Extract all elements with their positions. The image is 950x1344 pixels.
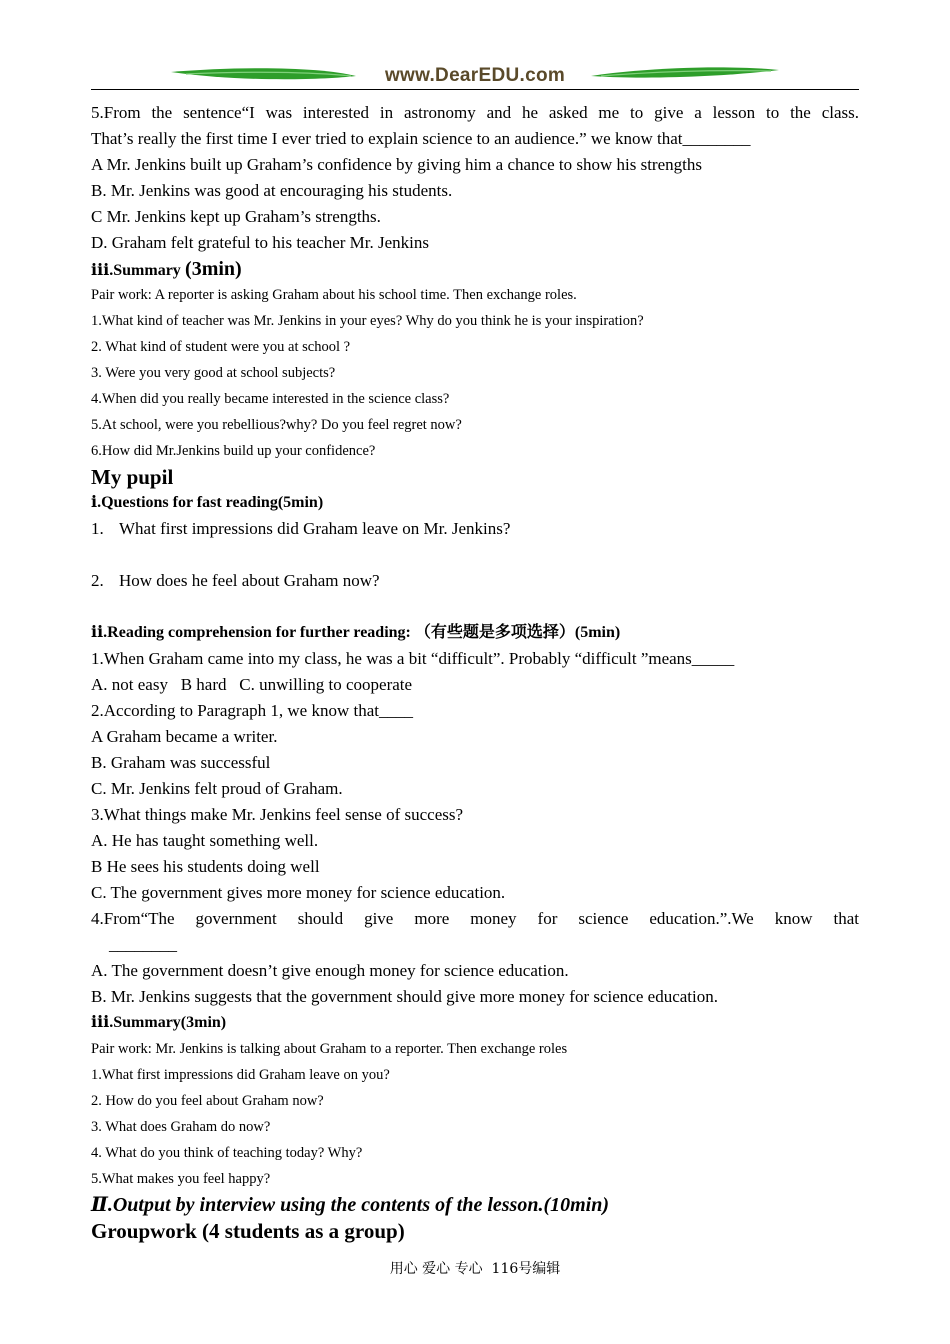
reading-question-4-option-b: B. Mr. Jenkins suggests that the government should give more money for science education. bbox=[91, 987, 718, 1006]
pair-question: 1.What kind of teacher was Mr. Jenkins in your eyes? Why do you think he is your inspiration? bbox=[91, 313, 644, 329]
pair-question: 2. What kind of student were you at school ? bbox=[91, 339, 351, 355]
pair-work-intro: Pair work: A reporter is asking Graham about his school time. Then exchange roles. bbox=[91, 287, 577, 303]
question-text: What first impressions did Graham leave on Mr. Jenkins? bbox=[119, 519, 511, 538]
pupil-pair-work-intro: Pair work: Mr. Jenkins is talking about Graham to a reporter. Then exchange roles bbox=[91, 1041, 568, 1057]
pair-question: 4.When did you really became interested in the science class? bbox=[91, 391, 450, 407]
reading-question-2-option-a: A Graham became a writer. bbox=[91, 727, 278, 746]
q5-option-a: A Mr. Jenkins built up Graham’s confidence by giving him a chance to show his strengths bbox=[91, 155, 702, 174]
question-number: 1. bbox=[91, 519, 104, 538]
pupil-pair-question: 4. What do you think of teaching today? Why? bbox=[91, 1145, 363, 1161]
pupil-pair-question: 5.What makes you feel happy? bbox=[91, 1171, 271, 1187]
pair-question: 3. Were you very good at school subjects? bbox=[91, 365, 336, 381]
blank-line bbox=[91, 542, 859, 568]
site-header-banner bbox=[91, 62, 859, 90]
question-text: How does he feel about Graham now? bbox=[119, 571, 380, 590]
reading-question-3-option-c: C. The government gives more money for science education. bbox=[91, 883, 506, 902]
summary-label: ⅲ.Summary bbox=[91, 262, 181, 279]
reading-question-3-option-a: A. He has taught something well. bbox=[91, 831, 319, 850]
page-footer: 用心 爱心 专心 116号编辑 bbox=[389, 1261, 561, 1277]
groupwork-heading: Groupwork (4 students as a group) bbox=[91, 1219, 405, 1243]
reading-question-4-option-a: A. The government doesn’t give enough money for science education. bbox=[91, 961, 569, 980]
reading-question-1: 1.When Graham came into my class, he was a bit “difficult”. Probably “difficult ”means_____ bbox=[91, 649, 735, 668]
reading-question-4-line1: 4.From“The government should give more money for science education.”.We know that bbox=[91, 909, 859, 928]
fast-reading-heading: ⅰ.Questions for fast reading(5min) bbox=[91, 494, 324, 511]
q5-stem-line1: 5.From the sentence“I was interested in astronomy and he asked me to give a lesson to the class. bbox=[91, 103, 859, 122]
pupil-pair-question: 2. How do you feel about Graham now? bbox=[91, 1093, 324, 1109]
fast-question-1 bbox=[91, 516, 859, 542]
pupil-pair-question: 3. What does Graham do now? bbox=[91, 1119, 271, 1135]
my-pupil-heading: My pupil bbox=[91, 465, 174, 489]
q5-option-c: C Mr. Jenkins kept up Graham’s strengths. bbox=[91, 207, 381, 226]
pair-question: 6.How did Mr.Jenkins build up your confidence? bbox=[91, 443, 376, 459]
pupil-pair-question: 1.What first impressions did Graham leave on you? bbox=[91, 1067, 390, 1083]
reading-question-3: 3.What things make Mr. Jenkins feel sense of success? bbox=[91, 805, 464, 824]
output-heading: Ⅱ.Output by interview using the contents of the lesson.(10min) bbox=[91, 1194, 610, 1216]
q5-option-d: D. Graham felt grateful to his teacher Mr. Jenkins bbox=[91, 233, 430, 252]
question-number: 2. bbox=[91, 571, 104, 590]
reading-question-2-option-b: B. Graham was successful bbox=[91, 753, 271, 772]
q5-option-b: B. Mr. Jenkins was good at encouraging his students. bbox=[91, 181, 453, 200]
reading-question-2-option-c: C. Mr. Jenkins felt proud of Graham. bbox=[91, 779, 343, 798]
pupil-summary-heading: ⅲ.Summary(3min) bbox=[91, 1014, 227, 1031]
pair-question: 5.At school, were you rebellious?why? Do you feel regret now? bbox=[91, 417, 462, 433]
further-reading-heading: ⅱ.Reading comprehension for further reading: （有些题是多项选择）(5min) bbox=[91, 624, 621, 641]
reading-question-3-option-b: B He sees his students doing well bbox=[91, 857, 320, 876]
reading-question-1-options: A. not easy B hard C. unwilling to cooperate bbox=[91, 675, 413, 694]
site-logo-text[interactable]: www.DearEDU.com bbox=[384, 65, 566, 86]
blank-line bbox=[91, 594, 859, 620]
summary-heading bbox=[91, 256, 859, 282]
fast-question-2 bbox=[91, 568, 859, 594]
header-divider bbox=[91, 89, 859, 90]
q5-stem-line2: That’s really the first time I ever tried to explain science to an audience.” we know that________ bbox=[91, 129, 751, 148]
reading-question-2: 2.According to Paragraph 1, we know that____ bbox=[91, 701, 413, 720]
summary-time: (3min) bbox=[185, 258, 242, 280]
reading-question-4-blank: ________ bbox=[109, 935, 177, 954]
document-body bbox=[91, 100, 859, 1244]
